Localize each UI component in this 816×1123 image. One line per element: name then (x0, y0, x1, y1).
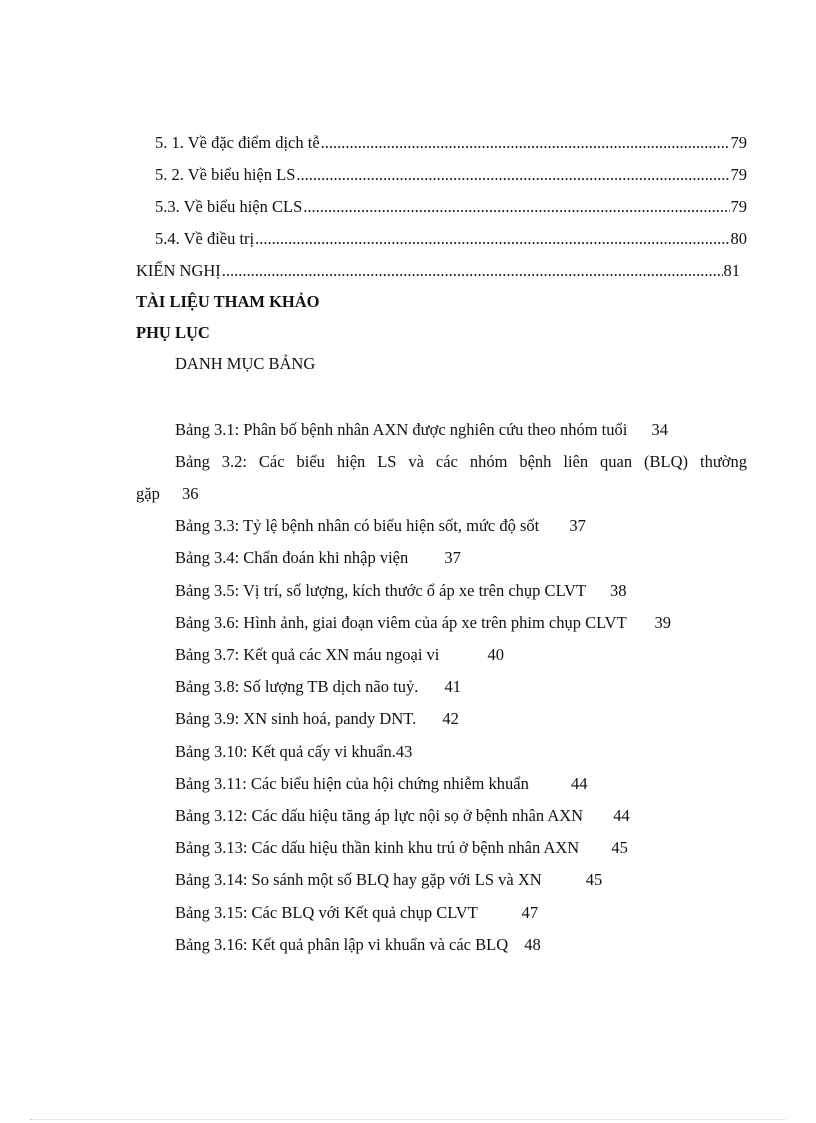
table-caption: Bảng 3.12: Các dấu hiệu tăng áp lực nội sọ ở bệnh nhân AXN (175, 806, 584, 825)
table-page: 36 (181, 484, 199, 503)
table-list-item (175, 837, 628, 859)
table-page: 47 (521, 903, 539, 922)
table-caption: Bảng 3.15: Các BLQ với Kết quả chụp CLVT (175, 903, 478, 922)
dot-leader (255, 228, 729, 250)
table-list-item (175, 773, 587, 795)
table-page: 40 (487, 645, 505, 664)
table-page: 38 (609, 581, 627, 600)
table-caption: Bảng 3.2: Các biểu hiện LS và các nhóm bệnh liên quan (BLQ) thường (175, 452, 747, 471)
toc-entry-label: 5.4. Về điều trị (155, 229, 255, 248)
toc-entry (155, 132, 747, 154)
table-list-item (175, 644, 504, 666)
table-page: 39 (654, 613, 671, 632)
toc-entry-kien-nghi (136, 260, 740, 282)
table-caption-continuation: gặp (136, 484, 160, 503)
table-list-item-continuation (136, 483, 198, 505)
toc-entry-page: 79 (730, 165, 747, 184)
toc-entry-label: 5.3. Về biểu hiện CLS (155, 197, 303, 216)
dot-leader (321, 132, 730, 154)
table-page: 41 (444, 677, 461, 696)
dot-leader (303, 196, 729, 218)
table-list-item (175, 419, 668, 441)
table-list-item (175, 676, 461, 698)
table-page: 37 (569, 516, 586, 535)
table-caption: Bảng 3.14: So sánh một số BLQ hay gặp với LS và XN (175, 870, 542, 889)
toc-entry-label: KIẾN NGHỊ (136, 261, 221, 280)
toc-entry (155, 228, 747, 250)
table-page: 48 (524, 935, 541, 954)
dot-leader (222, 260, 723, 282)
toc-entry-label: 5. 1. Về đặc điểm dịch tễ (155, 133, 320, 152)
table-list-item (175, 741, 412, 763)
table-caption: Bảng 3.5: Vị trí, số lượng, kích thước ổ áp xe trên chụp CLVT (175, 581, 586, 600)
toc-entry-label: 5. 2. Về biểu hiện LS (155, 165, 296, 184)
table-page: 37 (444, 548, 461, 567)
dot-leader (296, 164, 729, 186)
table-list-item (175, 515, 586, 537)
table-list-item (175, 612, 671, 634)
table-caption: Bảng 3.1: Phân bố bệnh nhân AXN được nghiên cứu theo nhóm tuổi (175, 420, 628, 439)
table-list-item (175, 902, 538, 924)
heading-danh-muc-bang: DANH MỤC BẢNG (175, 354, 316, 373)
table-page: 44 (570, 774, 588, 793)
table-caption: Bảng 3.11: Các biểu hiện của hội chứng nhiễm khuẩn (175, 774, 529, 793)
heading-tai-lieu-tham-khao: TÀI LIỆU THAM KHẢO (136, 292, 320, 311)
table-list-item (175, 805, 630, 827)
table-page: 44 (613, 806, 630, 825)
table-caption: Bảng 3.16: Kết quả phân lập vi khuẩn và các BLQ (175, 935, 509, 954)
table-caption: Bảng 3.9: XN sinh hoá, pandy DNT. (175, 709, 417, 728)
table-caption: Bảng 3.3: Tỷ lệ bệnh nhân có biểu hiện sốt, mức độ sốt (175, 516, 540, 535)
table-page: 45 (585, 870, 603, 889)
table-list-item (175, 547, 461, 569)
page-bottom-rule (30, 1119, 786, 1120)
toc-entry-page: 79 (730, 133, 747, 152)
table-caption: Bảng 3.8: Số lượng TB dịch não tuỷ. (175, 677, 419, 696)
table-list-item (175, 934, 541, 956)
table-list-item (175, 451, 747, 473)
table-caption: Bảng 3.13: Các dấu hiệu thần kinh khu trú ở bệnh nhân AXN (175, 838, 580, 857)
heading-phu-luc: PHỤ LỤC (136, 323, 210, 342)
toc-entry-page: 79 (730, 197, 747, 216)
table-page: 34 (651, 420, 668, 439)
table-page: 42 (442, 709, 459, 728)
toc-entry (155, 164, 747, 186)
toc-entry-page: 81 (723, 261, 740, 280)
table-caption: Bảng 3.6: Hình ảnh, giai đoạn viêm của áp xe trên phim chụp CLVT (175, 613, 627, 632)
table-list-item (175, 708, 459, 730)
table-caption: Bảng 3.7: Kết quả các XN máu ngoại vi (175, 645, 440, 664)
table-caption: Bảng 3.10: Kết quả cấy vi khuẩn. (175, 742, 396, 761)
table-caption: Bảng 3.4: Chẩn đoán khi nhập viện (175, 548, 409, 567)
toc-entry-page: 80 (730, 229, 747, 248)
toc-entry (155, 196, 747, 218)
table-page: 45 (611, 838, 628, 857)
table-page: 43 (395, 742, 413, 761)
table-list-item (175, 580, 626, 602)
table-list-item (175, 869, 602, 891)
